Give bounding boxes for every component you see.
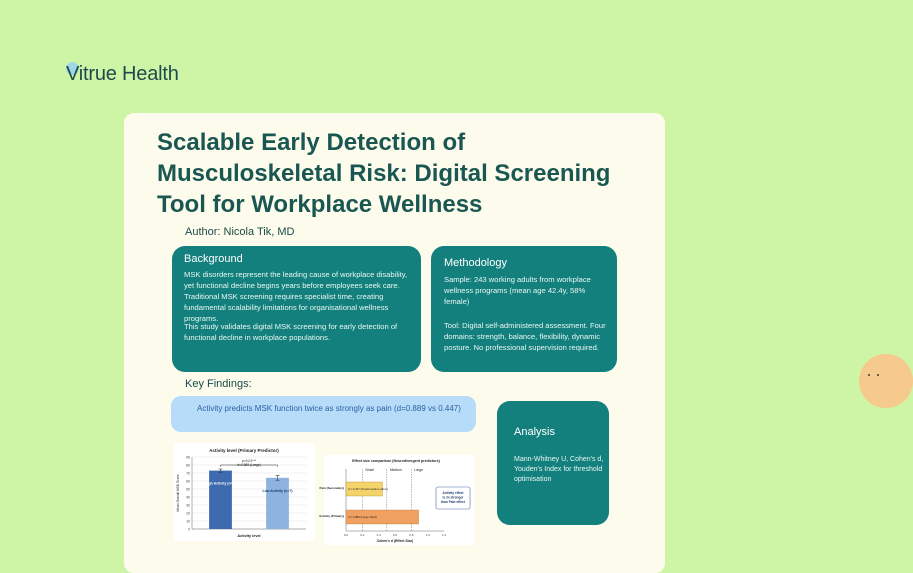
y-tick-label: 50: [186, 487, 190, 492]
y-tick-label: 20: [186, 511, 190, 516]
bar-value-label: d = 0.889 (Large effect): [348, 515, 378, 519]
brand-name: Vitrue Health: [66, 62, 179, 85]
y-tick-label: 90: [186, 455, 190, 460]
x-tick-label: 0.6: [392, 533, 398, 537]
activity-bar-chart-svg: [174, 443, 315, 541]
x-axis-label: Activity level: [237, 534, 261, 538]
x-tick-label: 0.0: [343, 533, 349, 537]
background-panel: [172, 246, 421, 372]
analysis-panel: [497, 401, 609, 525]
threshold-label: Small: [365, 468, 374, 472]
x-tick-label: 1.0: [425, 533, 430, 537]
sun-eye-right: [877, 374, 879, 376]
poster-author: Author: Nicola Tik, MD: [185, 226, 295, 238]
sun-eye-left: [868, 374, 870, 376]
y-tick-label: 30: [186, 503, 190, 508]
bar-1: [209, 471, 232, 529]
methodology-text-2: Tool: Digital self-administered assessment. Four domains: strength, balance, flexibility, dynamic posture. No professional supervision required.: [444, 321, 606, 352]
chart-title: Activity level (Primary Predictor): [209, 448, 279, 453]
significance-label: p<0.01***: [241, 458, 257, 463]
threshold-label: Large: [414, 468, 424, 472]
background-heading: Background: [184, 253, 243, 265]
brand-logo: [66, 62, 179, 86]
methodology-panel: [431, 246, 617, 372]
poster-title: Scalable Early Detection of Musculoskeletal Risk: Digital Screening Tool for Workplace Wellness: [157, 129, 611, 218]
significance-label: d=0.889 (Large): [237, 462, 261, 467]
threshold-label: Medium: [389, 468, 402, 472]
poster-card: [124, 113, 665, 573]
background-text-1: MSK disorders represent the leading cause of workplace disability, yet functional decline begins years before employees seek care. Traditional MSK screening requires specialist time, creating fundamental scalability limitations for organisational wellness programs.: [184, 270, 408, 323]
x-tick-label: 0.4: [376, 533, 381, 537]
y-tick-label: 40: [186, 495, 190, 500]
y-tick-label: 80: [186, 463, 190, 468]
x-tick-label: 0.8: [409, 533, 414, 537]
bar-2: [266, 478, 289, 529]
y-tick-label: 70: [186, 471, 190, 476]
background-text-2: This study validates digital MSK screening for early detection of functional decline in workplace populations.: [184, 322, 398, 342]
x-axis-label: Cohen's d (Effect Size): [376, 539, 414, 543]
y-tick-label: 0: [188, 527, 190, 532]
key-findings-heading: Key Findings:: [185, 378, 252, 390]
callout-text: Activity effect: [442, 491, 464, 495]
y-tick-label: 60: [186, 479, 190, 484]
y-tick-label: 10: [186, 519, 190, 524]
analysis-heading: Analysis: [514, 426, 555, 438]
category-label: Activity (Primary): [319, 514, 344, 518]
chart-title: Effect size comparison (Neurodivergent predictors): [352, 459, 440, 463]
bar-label: High Activity (n=?): [205, 481, 236, 486]
y-axis-label: Mean Overall MSK Score: [176, 474, 180, 512]
callout-text: is 2x stronger: [442, 495, 464, 500]
category-label: Pain (Secondary): [319, 486, 344, 490]
analysis-text: Mann-Whitney U, Cohen's d, Youden's Index for threshold optimisation: [514, 456, 604, 483]
effect-size-chart: [319, 455, 474, 545]
bar-label: Low Activity (n=?): [262, 488, 293, 493]
activity-bar-chart: [174, 443, 315, 541]
methodology-heading: Methodology: [444, 257, 507, 269]
bar-value-label: d = 0.447 (Small-medium effect): [348, 487, 388, 491]
sun-decoration: [859, 354, 913, 408]
x-tick-label: 0.2: [360, 533, 365, 537]
callout-text: than Pain effect: [441, 500, 465, 504]
x-tick-label: 1.2: [441, 533, 447, 537]
effect-size-chart-svg: [319, 455, 474, 545]
key-finding-callout: Activity predicts MSK function twice as strongly as pain (d=0.889 vs 0.447): [171, 396, 476, 432]
methodology-text-1: Sample: 243 working adults from workplace wellness programs (mean age 42.4y, 58% female): [444, 275, 591, 306]
